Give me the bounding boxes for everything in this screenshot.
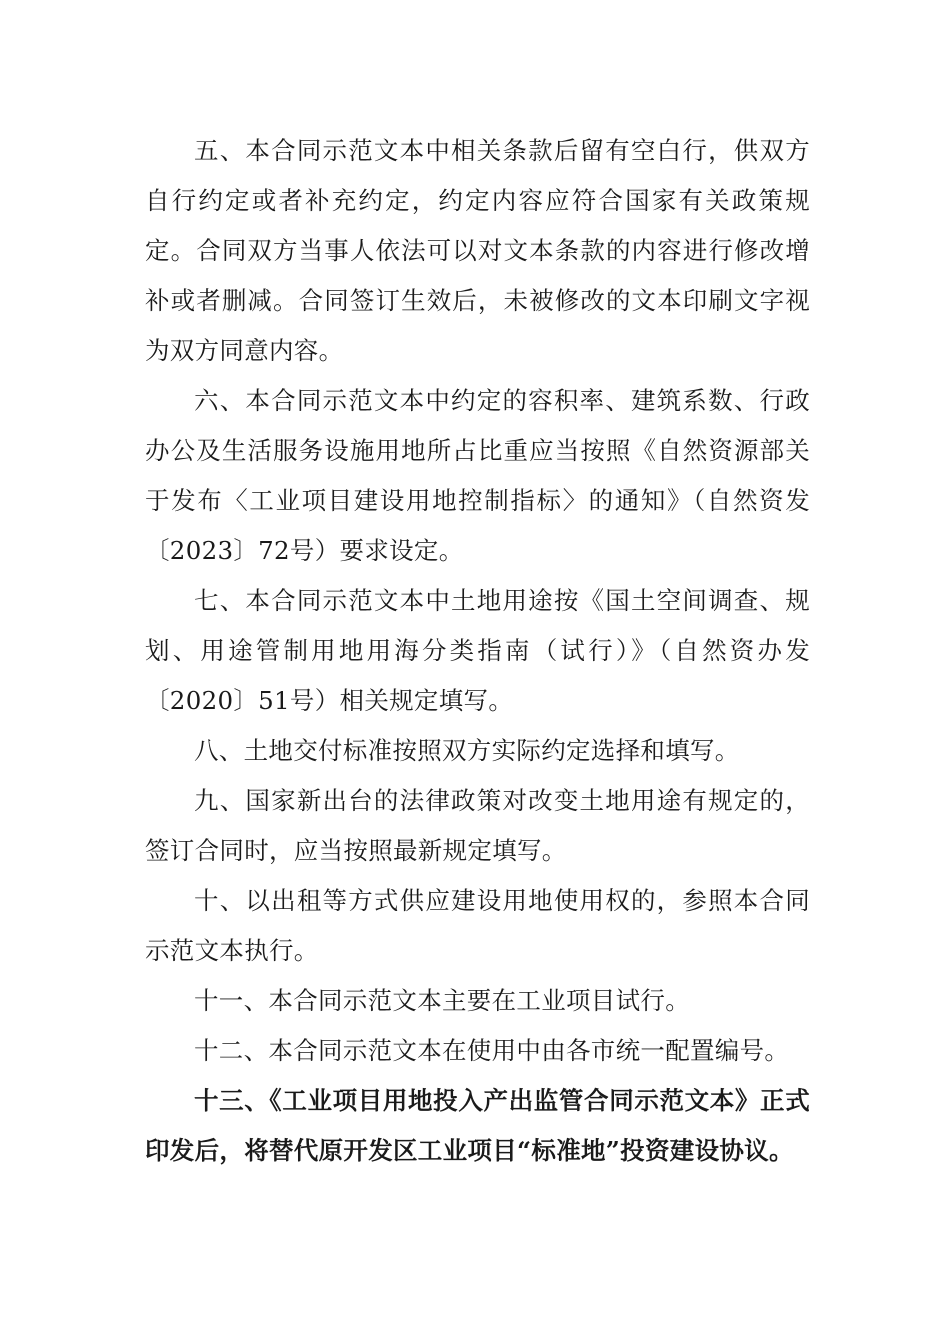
paragraph-6: 六、本合同示范文本中约定的容积率、建筑系数、行政办公及生活服务设施用地所占比重应当按照《自然资源部关于发布〈工业项目建设用地控制指标〉的通知》（自然资发〔2023〕72号）要求设定。 [145,386,810,565]
paragraph-10: 十、以出租等方式供应建设用地使用权的，参照本合同示范文本执行。 [145,886,810,965]
document-body [145,126,810,1176]
paragraph-7: 七、本合同示范文本中土地用途按《国土空间调查、规划、用途管制用地用海分类指南（试行）》（自然资办发〔2020〕51号）相关规定填写。 [145,586,810,715]
paragraph-11: 十一、本合同示范文本主要在工业项目试行。 [194,986,690,1015]
paragraph-12: 十二、本合同示范文本在使用中由各市统一配置编号。 [194,1036,790,1065]
paragraph-13: 十三、《工业项目用地投入产出监管合同示范文本》正式印发后，将替代原开发区工业项目“标准地”投资建设协议。 [145,1086,810,1165]
paragraph-5: 五、本合同示范文本中相关条款后留有空白行，供双方自行约定或者补充约定，约定内容应符合国家有关政策规定。合同双方当事人依法可以对文本条款的内容进行修改增补或者删减。合同签订生效后，未被修改的文本印刷文字视为双方同意内容。 [145,136,810,365]
paragraph-9: 九、国家新出台的法律政策对改变土地用途有规定的，签订合同时，应当按照最新规定填写。 [145,786,810,865]
paragraph-8: 八、土地交付标准按照双方实际约定选择和填写。 [194,736,740,765]
